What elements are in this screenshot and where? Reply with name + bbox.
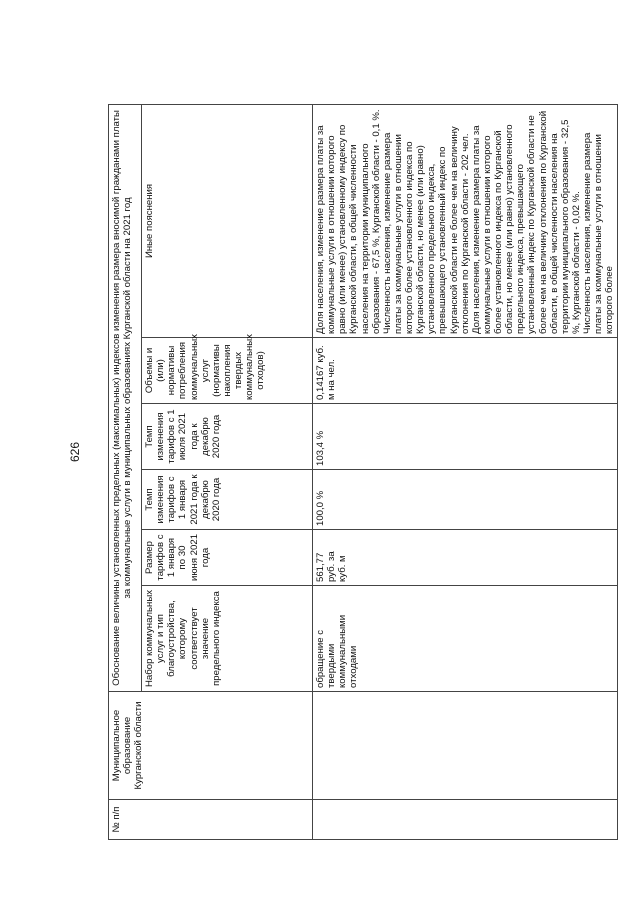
cell-tariff: 561,77 руб. за куб. м — [313, 530, 618, 586]
col-header-services: Набор коммунальных услуг и тип благоустройства, которому соответствует значение предельного индекса — [142, 586, 313, 692]
col-header-rate-jan: Темп изменения тарифов с 1 января 2021 года к декабрю 2020 года — [142, 470, 313, 530]
rotated-table-wrapper — [108, 105, 616, 840]
cell-rate-jan: 100,0 % — [313, 470, 618, 530]
col-header-volume: Объемы и (или) нормативы потребления коммунальных услуг (нормативы накопления твердых коммунальных отходов) — [142, 338, 313, 404]
group-header: Обоснование величины установленных предельных (максимальных) индексов изменения размера вносимой гражданами платы за коммунальные услуги в муниципальных образованиях Курганской области на 2021 год — [109, 104, 142, 691]
col-header-rate-jul: Темп изменения тарифов с 1 июля 2021 года к декабрю 2020 года — [142, 404, 313, 470]
table-row — [313, 104, 618, 839]
cell-num — [313, 800, 618, 840]
header-row-main — [109, 104, 142, 839]
cell-volume: 0,14167 куб. м на чел. — [313, 338, 618, 404]
page-number: 626 — [68, 441, 82, 463]
cell-rate-jul: 103,4 % — [313, 404, 618, 470]
cell-notes: Доля населения, изменение размера платы за коммунальные услуги в отношении которого равно (или менее) установленному индексу по Курганской области, в общей численности населения на территории муниципального образования - 67,5 %, Курганской области - 0,1 %. Численность населения, изменение размера платы за коммунальные услуги в отношении которого более установленного индекса по Курганской области, но менее (или равно) установленного предельного индекса, превышающего установленный индекс по Курганской области не более чем на величину отклонения по Курганской области - 202 чел. Доля населения, изменение размера платы за коммунальные услуги в отношении которого более установленного индекса по Курганской области, но менее (или равно) установленного предельного индекса, превышающего установленный индекс по Курганской области не более чем на величину отклонения по Курганской области, в общей численности населения на территории муниципального образования - 32,5 %, Курганской области - 0,02 %. Численность населения, изменение размера платы за коммунальные услуги в отношении которого более — [313, 104, 618, 337]
col-header-municipality: Муниципальное образование Курганской области — [109, 692, 313, 800]
col-header-notes: Иные пояснения — [142, 104, 313, 337]
index-justification-table — [108, 104, 618, 840]
cell-services: обращение с твердыми коммунальными отходами — [313, 586, 618, 692]
col-header-num: № п/п — [109, 800, 313, 840]
cell-municipality — [313, 692, 618, 800]
col-header-tariff: Размер тарифов с 1 января по 30 июня 2021 года — [142, 530, 313, 586]
